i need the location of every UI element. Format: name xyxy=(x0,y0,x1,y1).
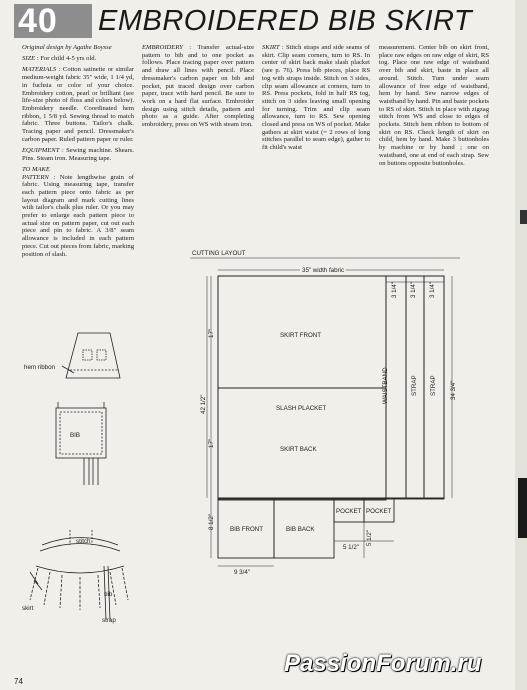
label-skirt: skirt xyxy=(22,605,34,612)
equipment-paragraph: EQUIPMENT : Sewing machine. Shears. Pins. Steam iron. Measuring tape. xyxy=(22,146,134,162)
label-stitch: stitch xyxy=(76,538,91,545)
dim-5-half-horizontal: 5 1/2" xyxy=(343,544,359,551)
piece-pocket-2: POCKET xyxy=(366,508,392,515)
skirt-paragraph: SKIRT : Stitch straps and side seams of skirt. Clip seam corners, turn to RS. In center of skirt back make slash placket (see p. 76). Press bib pieces, place RS tog with straps inside. Stitch on 3 sides, clip seam allowance at corners, turn to RS. Press pockets, fold in half RS tog, stitch on 3 sides leaving small opening for turning. Trim and clip seam allowance, turn to RS. Sew opening closed and press on WS of pocket. Make gathers at skirt waist (= 2 rows of long stitches parallel to seam edge), gather to fit child's waist xyxy=(262,44,370,152)
dim-17-lower: 17" xyxy=(208,438,215,448)
piece-slash-placket: SLASH PLACKET xyxy=(276,405,327,412)
label-hem-ribbon: hem ribbon xyxy=(24,364,55,371)
piece-skirt-back: SKIRT BACK xyxy=(280,446,317,453)
piece-pocket-1: POCKET xyxy=(336,508,362,515)
dim-5-half-vertical: 5 1/2" xyxy=(366,530,373,546)
skirt-sketch xyxy=(62,333,120,378)
cutting-layout-title: CUTTING LAYOUT xyxy=(192,250,246,257)
dim-9-three-quarter: 9 3/4" xyxy=(234,569,250,576)
piece-waistband: WAISTBAND xyxy=(382,367,389,404)
dim-42-half: 42 1/2" xyxy=(200,394,207,414)
piece-skirt-front: SKIRT FRONT xyxy=(280,332,322,339)
materials-paragraph: MATERIALS : Cotton satinette or similar medium-weight fabric 35" wide, 1 1/4 yd, in fuchsia or color of your choice. Embroidery cotton, pearl or brilliant (see life-size photo of floss and colors below). Embroidery needle. Coordinated hem ribbon, 1 5/8 yd. Sewing thread to match fabric. Three buttons. Tailor's chalk. Tracing paper and pencil. Dressmaker's carbon paper. Ruled pattern paper or ruler. xyxy=(22,66,134,143)
label-bib: BIB xyxy=(70,432,80,439)
design-credit: Original design by Agathe Boysse xyxy=(22,44,112,51)
bib-sketch xyxy=(56,402,106,485)
dim-17-upper: 17" xyxy=(208,328,215,338)
piece-strap-2: STRAP xyxy=(430,375,437,396)
page-number: 74 xyxy=(14,677,23,686)
fabric-width-label: 35" width fabric xyxy=(302,267,345,274)
cutting-layout xyxy=(190,258,460,566)
dim-3-quarter-b: 3 1/4" xyxy=(410,282,417,298)
label-strap: strap xyxy=(102,617,116,624)
to-make-heading: TO MAKE xyxy=(22,165,50,173)
assembly-paragraph: measurement. Center bib on skirt front, place raw edges on raw edge of skirt, RS tog. Place one raw edge of waistband over bib and skirt, baste in place all around. Stitch. Turn under seam allowance of free edge of waistband, hem by hand. Sew narrow edges of waistband by hand. Pin and baste pockets to RS of skirt. Stitch in place with zigzag stitch from WS and close to edges of pockets. Stitch hem ribbon to bottom of skirt on RS. Check length of skirt on child, hem by hand. Make 3 buttonholes by machine or by hand ; one on waistband, one at end of each strap. Sew on buttons opposite buttonholes. xyxy=(379,44,489,167)
label-bib-lower: bib xyxy=(104,591,113,598)
dim-34-three-quarter: 34 3/4" xyxy=(450,380,457,400)
page-title: EMBROIDERED BIB SKIRT xyxy=(98,5,473,37)
pattern-paragraph: PATTERN : Note lengthwise grain of fabric. Using measuring tape, transfer each pattern piece onto fabric as per layout diagram and mark cutting lines with tailor's chalk plus ruler. Or you may prefer to enlarge each pattern piece to actual size on pattern paper, cut out each piece and pin to fabric. A 3/8" seam allowance is included in each pattern piece. Cut out pieces from fabric, marking position of slash. xyxy=(22,173,134,258)
project-number-badge: 40 xyxy=(14,4,92,38)
dim-8-half: 8 1/2" xyxy=(208,514,215,530)
piece-bib-back: BIB BACK xyxy=(286,526,315,533)
watermark: PassionForum.ru xyxy=(284,650,482,677)
embroidery-paragraph: EMBROIDERY : Transfer actual-size pattern to bib and to one pocket as follows. Place tracing paper over pattern and draw all lines with pencil. Place dressmaker's carbon paper on bib and pocket, put traced design over carbon paper, trace with hard pencil. Be sure to work on a hard flat surface. Embroider design using stitch details, pattern and photo as a guide. After completing embroidery, press on WS with steam iron. xyxy=(142,44,255,129)
size-paragraph: SIZE : For child 4-5 yrs old. xyxy=(22,55,97,63)
dim-3-quarter-a: 3 1/4" xyxy=(391,282,398,298)
dim-3-quarter-c: 3 1/4" xyxy=(429,282,436,298)
piece-strap-1: STRAP xyxy=(411,375,418,396)
piece-bib-front: BIB FRONT xyxy=(230,526,264,533)
